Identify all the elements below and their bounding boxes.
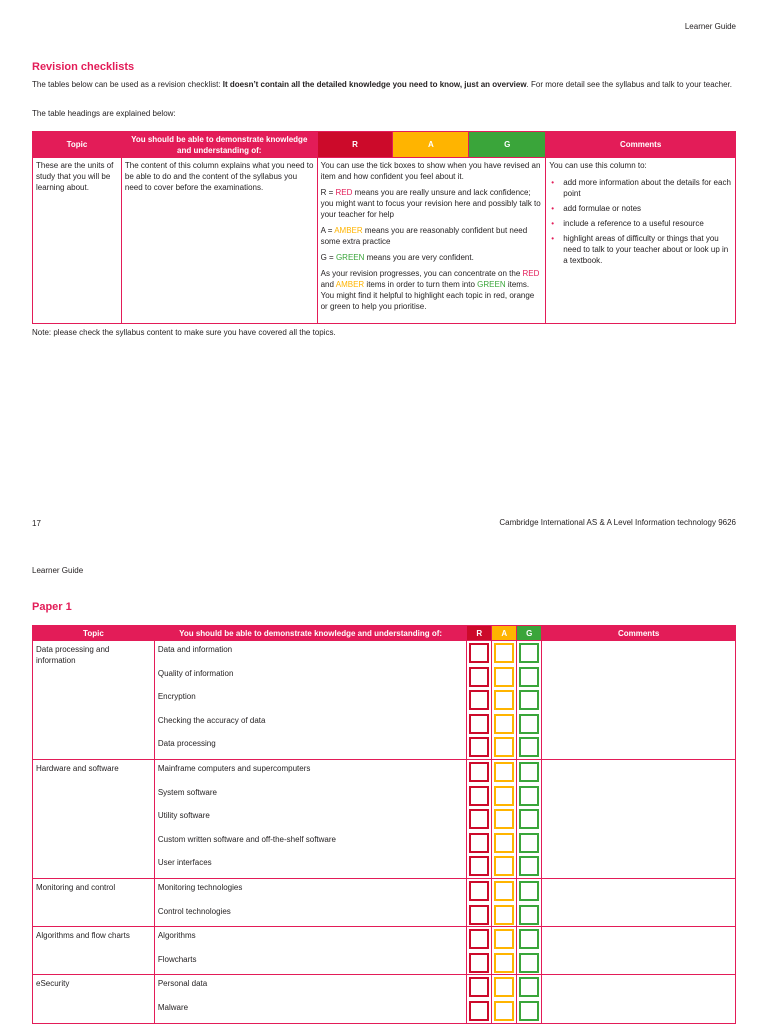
rag-checkbox-a[interactable] xyxy=(494,714,514,734)
comments-cell[interactable] xyxy=(542,927,736,975)
topic-name: eSecurity xyxy=(33,975,155,1023)
rag-checkbox-r[interactable] xyxy=(469,737,489,757)
legend-header-comments: Comments xyxy=(546,132,736,158)
section-title: Revision checklists xyxy=(32,61,135,73)
rag-amber-explanation: A = AMBER means you are reasonably confident but need some extra practice xyxy=(320,226,528,246)
paper1-checklist-table xyxy=(32,625,736,1024)
knowledge-item: System software xyxy=(157,787,217,797)
paper-title: Paper 1 xyxy=(32,601,72,613)
paper-header-g: G xyxy=(517,626,542,641)
intro-paragraph xyxy=(32,79,732,90)
rag-progress-explanation: As your revision progresses, you can concentrate on the RED and AMBER items in order to turn them into GREEN items. You might find it helpful to highlight each topic in red, orange or green to help you prioritise. xyxy=(320,269,540,311)
rag-checkbox-a[interactable] xyxy=(494,809,514,829)
legend-header-knowledge: You should be able to demonstrate knowledge and understanding of: xyxy=(121,132,317,158)
knowledge-item: Data processing xyxy=(157,739,216,749)
topic-row xyxy=(33,927,736,975)
legend-table xyxy=(32,131,736,324)
page-header: Learner Guide xyxy=(684,22,736,31)
comments-list-item: • add more information about the details for each point xyxy=(549,177,732,199)
rag-checkbox-a[interactable] xyxy=(494,833,514,853)
rag-checkbox-r[interactable] xyxy=(469,905,489,925)
comments-list-item: • include a reference to a useful resource xyxy=(549,218,732,229)
rag-column-a xyxy=(492,759,517,878)
rag-column-a xyxy=(492,641,517,760)
knowledge-item: Algorithms xyxy=(157,931,196,941)
rag-checkbox-g[interactable] xyxy=(519,1001,539,1021)
intro-text-bold: It doesn’t contain all the detailed knowledge you need to know, just an overview xyxy=(222,80,527,89)
rag-column-r xyxy=(467,759,492,878)
topic-items xyxy=(154,975,466,1023)
rag-checkbox-g[interactable] xyxy=(519,953,539,973)
intro-text-end: . For more detail see the syllabus and talk to your teacher. xyxy=(526,80,732,89)
knowledge-item: Flowcharts xyxy=(157,954,197,964)
knowledge-item: Encryption xyxy=(157,692,196,702)
legend-header-g: G xyxy=(469,132,546,158)
rag-checkbox-r[interactable] xyxy=(469,690,489,710)
rag-column-a xyxy=(492,927,517,975)
topic-name: Data processing and information xyxy=(33,641,155,760)
rag-checkbox-r[interactable] xyxy=(469,881,489,901)
rag-checkbox-g[interactable] xyxy=(519,905,539,925)
legend-comments-description xyxy=(546,158,736,324)
legend-header-topic: Topic xyxy=(33,132,122,158)
rag-checkbox-a[interactable] xyxy=(494,786,514,806)
comments-list xyxy=(549,177,732,266)
knowledge-item: Monitoring technologies xyxy=(157,882,243,892)
page-number: 17 xyxy=(32,519,41,528)
rag-column-a xyxy=(492,975,517,1023)
legend-knowledge-description: The content of this column explains what you need to be able to do and the content of the syllabus you need to cover before the examinations. xyxy=(121,158,317,324)
legend-header-a: A xyxy=(393,132,469,158)
topic-row xyxy=(33,878,736,926)
rag-checkbox-a[interactable] xyxy=(494,856,514,876)
knowledge-item: Mainframe computers and supercomputers xyxy=(157,763,311,773)
paper-header-knowledge: You should be able to demonstrate knowledge and understanding of: xyxy=(154,626,466,641)
comments-cell[interactable] xyxy=(542,878,736,926)
comments-cell[interactable] xyxy=(542,975,736,1023)
knowledge-item: User interfaces xyxy=(157,858,212,868)
rag-checkbox-a[interactable] xyxy=(494,762,514,782)
rag-checkbox-g[interactable] xyxy=(519,833,539,853)
legend-rag-description xyxy=(317,158,546,324)
rag-green-explanation: G = GREEN means you are very confident. xyxy=(320,253,474,262)
knowledge-item: Control technologies xyxy=(157,906,231,916)
rag-column-g xyxy=(517,975,542,1023)
knowledge-item: Data and information xyxy=(157,645,233,654)
rag-intro: You can use the tick boxes to show when you have revised an item and how confident you feel about it. xyxy=(320,161,541,181)
rag-column-g xyxy=(517,759,542,878)
topic-row xyxy=(33,975,736,1023)
rag-red-explanation: R = RED means you are really unsure and lack confidence; you might want to focus your revision here and possibly talk to your teacher for help xyxy=(320,188,541,219)
paper-header-topic: Topic xyxy=(33,626,155,641)
rag-checkbox-a[interactable] xyxy=(494,929,514,949)
rag-checkbox-g[interactable] xyxy=(519,643,539,663)
paper-header-comments: Comments xyxy=(542,626,736,641)
topic-items xyxy=(154,759,466,878)
rag-checkbox-g[interactable] xyxy=(519,809,539,829)
rag-checkbox-a[interactable] xyxy=(494,977,514,997)
comments-list-item: • highlight areas of difficulty or things that you need to talk to your teacher about or look up in a textbook. xyxy=(549,233,732,266)
rag-checkbox-g[interactable] xyxy=(519,929,539,949)
rag-checkbox-r[interactable] xyxy=(469,833,489,853)
rag-checkbox-r[interactable] xyxy=(469,929,489,949)
paper-header-a: A xyxy=(492,626,517,641)
rag-column-r xyxy=(467,975,492,1023)
rag-checkbox-g[interactable] xyxy=(519,881,539,901)
rag-column-a xyxy=(492,878,517,926)
intro-paragraph-2: The table headings are explained below: xyxy=(32,109,176,118)
topic-items xyxy=(154,878,466,926)
rag-checkbox-g[interactable] xyxy=(519,977,539,997)
rag-checkbox-a[interactable] xyxy=(494,953,514,973)
legend-header-r: R xyxy=(317,132,393,158)
rag-checkbox-r[interactable] xyxy=(469,643,489,663)
rag-checkbox-a[interactable] xyxy=(494,667,514,687)
rag-checkbox-r[interactable] xyxy=(469,714,489,734)
rag-checkbox-a[interactable] xyxy=(494,690,514,710)
comments-intro: You can use this column to: xyxy=(549,161,647,170)
rag-checkbox-g[interactable] xyxy=(519,714,539,734)
comments-list-item: • add formulae or notes xyxy=(549,203,732,214)
rag-checkbox-r[interactable] xyxy=(469,953,489,973)
topic-row xyxy=(33,641,736,760)
knowledge-item: Checking the accuracy of data xyxy=(157,715,266,725)
rag-checkbox-g[interactable] xyxy=(519,667,539,687)
rag-checkbox-r[interactable] xyxy=(469,809,489,829)
rag-checkbox-a[interactable] xyxy=(494,881,514,901)
rag-checkbox-r[interactable] xyxy=(469,977,489,997)
comments-cell[interactable] xyxy=(542,641,736,760)
syllabus-note: Note: please check the syllabus content to make sure you have covered all the topics. xyxy=(32,328,336,337)
paper-header-r: R xyxy=(467,626,492,641)
rag-checkbox-a[interactable] xyxy=(494,1001,514,1021)
rag-checkbox-g[interactable] xyxy=(519,737,539,757)
rag-checkbox-a[interactable] xyxy=(494,737,514,757)
topic-name: Hardware and software xyxy=(33,759,155,878)
rag-column-g xyxy=(517,927,542,975)
rag-checkbox-a[interactable] xyxy=(494,905,514,925)
rag-checkbox-r[interactable] xyxy=(469,856,489,876)
topic-row xyxy=(33,759,736,878)
knowledge-item: Malware xyxy=(157,1002,189,1012)
rag-checkbox-g[interactable] xyxy=(519,786,539,806)
rag-column-r xyxy=(467,878,492,926)
rag-checkbox-r[interactable] xyxy=(469,667,489,687)
topic-name: Monitoring and control xyxy=(33,878,155,926)
legend-topic-description: These are the units of study that you will be learning about. xyxy=(33,158,122,324)
rag-checkbox-r[interactable] xyxy=(469,1001,489,1021)
knowledge-item: Quality of information xyxy=(157,668,234,678)
knowledge-item: Custom written software and off-the-shelf software xyxy=(157,834,336,844)
knowledge-item: Personal data xyxy=(157,979,208,989)
rag-checkbox-r[interactable] xyxy=(469,786,489,806)
rag-column-g xyxy=(517,641,542,760)
topic-name: Algorithms and flow charts xyxy=(33,927,155,975)
knowledge-item: Utility software xyxy=(157,811,210,821)
topic-items xyxy=(154,641,466,760)
rag-column-r xyxy=(467,641,492,760)
comments-cell[interactable] xyxy=(542,759,736,878)
rag-checkbox-g[interactable] xyxy=(519,690,539,710)
rag-checkbox-a[interactable] xyxy=(494,643,514,663)
rag-column-g xyxy=(517,878,542,926)
footer-title: Cambridge International AS & A Level Information technology 9626 xyxy=(499,518,736,527)
page2-header: Learner Guide xyxy=(32,566,84,575)
rag-column-r xyxy=(467,927,492,975)
rag-checkbox-g[interactable] xyxy=(519,856,539,876)
rag-checkbox-r[interactable] xyxy=(469,762,489,782)
rag-checkbox-g[interactable] xyxy=(519,762,539,782)
topic-items xyxy=(154,927,466,975)
intro-text-start: The tables below can be used as a revision checklist: xyxy=(32,80,223,89)
